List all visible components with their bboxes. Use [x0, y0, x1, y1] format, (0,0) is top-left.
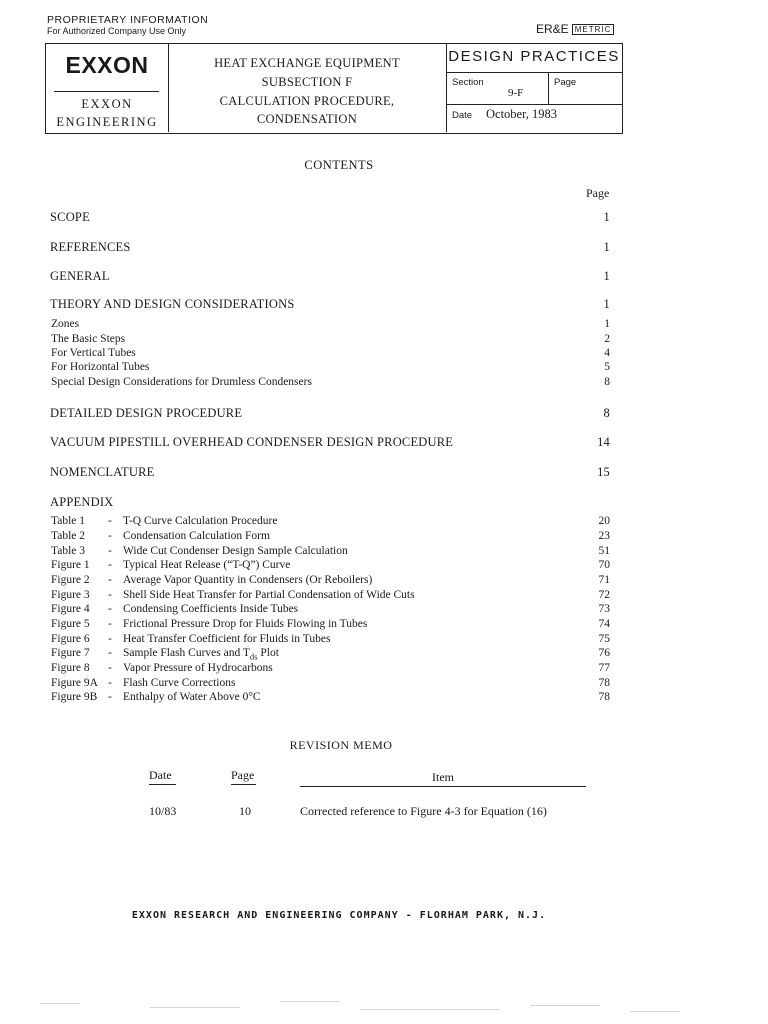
toc-entry-nomenclature [50, 465, 610, 480]
toc-sub-basic-steps [51, 333, 610, 345]
toc-entry-page: 1 [603, 210, 610, 224]
revision-row-item: Corrected reference to Figure 4-3 for Equation (16) [300, 804, 547, 818]
appendix-dash: - [108, 677, 112, 689]
appendix-title-tail: Plot [257, 647, 279, 659]
appendix-page: 74 [598, 618, 610, 630]
date-value: October, 1983 [486, 107, 558, 121]
toc-sub-page: 5 [604, 361, 610, 373]
toc-entry-page: 1 [603, 297, 610, 311]
appendix-page: 51 [598, 545, 610, 557]
proprietary-notice: PROPRIETARY INFORMATION [47, 14, 209, 26]
toc-sub-label: For Horizontal Tubes [51, 361, 150, 373]
engineering-line-2: ENGINEERING [56, 115, 158, 129]
page-label: Page [554, 77, 577, 88]
appendix-dash: - [108, 603, 112, 615]
toc-sub-label: The Basic Steps [51, 333, 126, 345]
appendix-label: Figure 3 [51, 589, 90, 601]
toc-sub-label: Zones [51, 318, 80, 330]
appendix-page: 73 [598, 603, 610, 615]
toc-sub-label: For Vertical Tubes [51, 347, 136, 359]
appendix-label: Figure 5 [51, 618, 90, 630]
appendix-dash: - [108, 545, 112, 557]
appendix-dash: - [108, 647, 112, 659]
appendix-title: Flash Curve Corrections [123, 677, 236, 689]
design-practices-title: DESIGN PRACTICES [448, 48, 620, 65]
section-value: 9-F [508, 87, 524, 99]
appendix-page: 23 [598, 530, 610, 542]
toc-entry-page: 14 [597, 435, 610, 449]
toc-entry-page: 1 [603, 269, 610, 283]
revision-date-rule [149, 784, 176, 785]
title-line-2: SUBSECTION F [261, 75, 353, 89]
appendix-dash: - [108, 691, 112, 703]
toc-sub-page: 1 [604, 318, 610, 330]
appendix-title: Vapor Pressure of Hydrocarbons [123, 662, 273, 674]
appendix-dash: - [108, 559, 112, 571]
toc-sub-page: 8 [604, 376, 610, 388]
dp-divider-bottom [446, 104, 622, 105]
exxon-logo: EXXON [65, 52, 149, 78]
title-line-4: CONDENSATION [256, 112, 358, 126]
appendix-page: 75 [598, 633, 610, 645]
revision-row-page: 10 [239, 804, 251, 818]
title-line-1: HEAT EXCHANGE EQUIPMENT [214, 56, 400, 70]
appendix-title-subscript: ds [249, 651, 258, 662]
appendix-label: Figure 1 [51, 559, 90, 571]
toc-entry-theory [50, 297, 610, 312]
appendix-label: Table 2 [51, 530, 86, 542]
appendix-title-text: Sample Flash Curves and T [123, 647, 250, 659]
date-label: Date [452, 110, 473, 121]
revision-item-rule [300, 786, 586, 787]
revision-row-date: 10/83 [149, 804, 177, 818]
toc-entry-page: 15 [597, 465, 610, 479]
appendix-label: Figure 4 [51, 603, 90, 615]
appendix-label: Figure 7 [51, 647, 90, 659]
appendix-title: Wide Cut Condenser Design Sample Calculation [123, 545, 348, 557]
appendix-label: Figure 9A [51, 677, 98, 689]
toc-entry-references [50, 240, 610, 255]
appendix-page: 76 [598, 647, 610, 659]
engineering-line-1: EXXON [81, 97, 133, 111]
toc-entry-label: APPENDIX [50, 495, 114, 509]
appendix-page: 70 [598, 559, 610, 571]
toc-entry-label: REFERENCES [50, 240, 131, 254]
toc-entry-label: GENERAL [50, 269, 110, 283]
toc-entry-appendix [50, 495, 610, 510]
appendix-page: 20 [598, 515, 610, 527]
appendix-dash: - [108, 530, 112, 542]
toc-entry-label: THEORY AND DESIGN CONSIDERATIONS [50, 297, 295, 311]
revision-page-rule [231, 784, 256, 785]
company-footer: EXXON RESEARCH AND ENGINEERING COMPANY - FLORHAM PARK, N.J. [131, 910, 547, 921]
section-label: Section [452, 77, 484, 88]
ere-label: ER&E [536, 22, 569, 36]
appendix-label: Figure 2 [51, 574, 90, 586]
appendix-title: Condensing Coefficients Inside Tubes [123, 603, 299, 615]
toc-entry-page: 1 [603, 240, 610, 254]
metric-badge: METRIC [572, 24, 615, 35]
appendix-dash: - [108, 633, 112, 645]
revision-date-header: Date [149, 768, 172, 782]
toc-entry-label: SCOPE [50, 210, 90, 224]
toc-entry-label: VACUUM PIPESTILL OVERHEAD CONDENSER DESIGN PROCEDURE [50, 435, 454, 449]
company-cell [46, 44, 169, 132]
appendix-dash: - [108, 618, 112, 630]
appendix-title: Frictional Pressure Drop for Fluids Flowing in Tubes [123, 618, 368, 630]
revision-memo-title: REVISION MEMO [289, 738, 393, 752]
appendix-label: Figure 9B [51, 691, 98, 703]
toc-entry-label: DETAILED DESIGN PROCEDURE [50, 406, 243, 420]
toc-entry-label: NOMENCLATURE [50, 465, 155, 479]
document-header [45, 43, 623, 134]
appendix-dash: - [108, 662, 112, 674]
toc-entry-detailed [50, 406, 610, 421]
appendix-dash: - [108, 515, 112, 527]
appendix-title: Typical Heat Release (“T-Q”) Curve [123, 559, 291, 571]
toc-sub-drumless [51, 376, 610, 388]
toc-entry-page: 8 [603, 406, 610, 420]
toc-sub-page: 2 [604, 333, 610, 345]
authorized-use-notice: For Authorized Company Use Only [47, 26, 187, 36]
dp-divider-top [446, 72, 622, 73]
toc-sub-label: Special Design Considerations for Drumless Condensers [51, 376, 312, 388]
scan-noise [30, 985, 730, 1015]
appendix-label: Figure 6 [51, 633, 90, 645]
appendix-title: Heat Transfer Coefficient for Fluids in Tubes [123, 633, 331, 645]
appendix-title: Shell Side Heat Transfer for Partial Condensation of Wide Cuts [123, 589, 415, 601]
appendix-title: Enthalpy of Water Above 0°C [123, 691, 261, 703]
toc-entry-scope [50, 210, 610, 225]
dp-divider-vertical [548, 72, 549, 104]
appendix-label: Table 1 [51, 515, 86, 527]
appendix-page: 71 [598, 574, 610, 586]
appendix-label: Table 3 [51, 545, 86, 557]
revision-page-header: Page [231, 768, 255, 782]
appendix-page: 78 [598, 677, 610, 689]
design-practices-cell [446, 44, 622, 132]
toc-entry-vacuum [50, 435, 610, 450]
appendix-dash: - [108, 589, 112, 601]
appendix-page: 72 [598, 589, 610, 601]
logo-divider [54, 91, 159, 92]
appendix-page: 77 [598, 662, 610, 674]
contents-title: CONTENTS [304, 158, 374, 172]
appendix-page: 78 [598, 691, 610, 703]
toc-sub-zones [51, 318, 610, 330]
subject-title-cell [168, 44, 447, 132]
page-column-label: Page [586, 186, 610, 200]
appendix-label: Figure 8 [51, 662, 90, 674]
revision-item-header: Item [432, 770, 454, 784]
title-line-3: CALCULATION PROCEDURE, [219, 94, 395, 108]
appendix-dash: - [108, 574, 112, 586]
toc-sub-vertical-tubes [51, 347, 610, 359]
appendix-title [123, 647, 279, 661]
ere-mark [536, 22, 614, 36]
appendix-title: Condensation Calculation Form [123, 530, 270, 542]
appendix-title: T-Q Curve Calculation Procedure [123, 515, 278, 527]
toc-sub-page: 4 [604, 347, 610, 359]
toc-entry-general [50, 269, 610, 284]
appendix-title: Average Vapor Quantity in Condensers (Or Reboilers) [123, 574, 373, 586]
toc-sub-horizontal-tubes [51, 361, 610, 373]
